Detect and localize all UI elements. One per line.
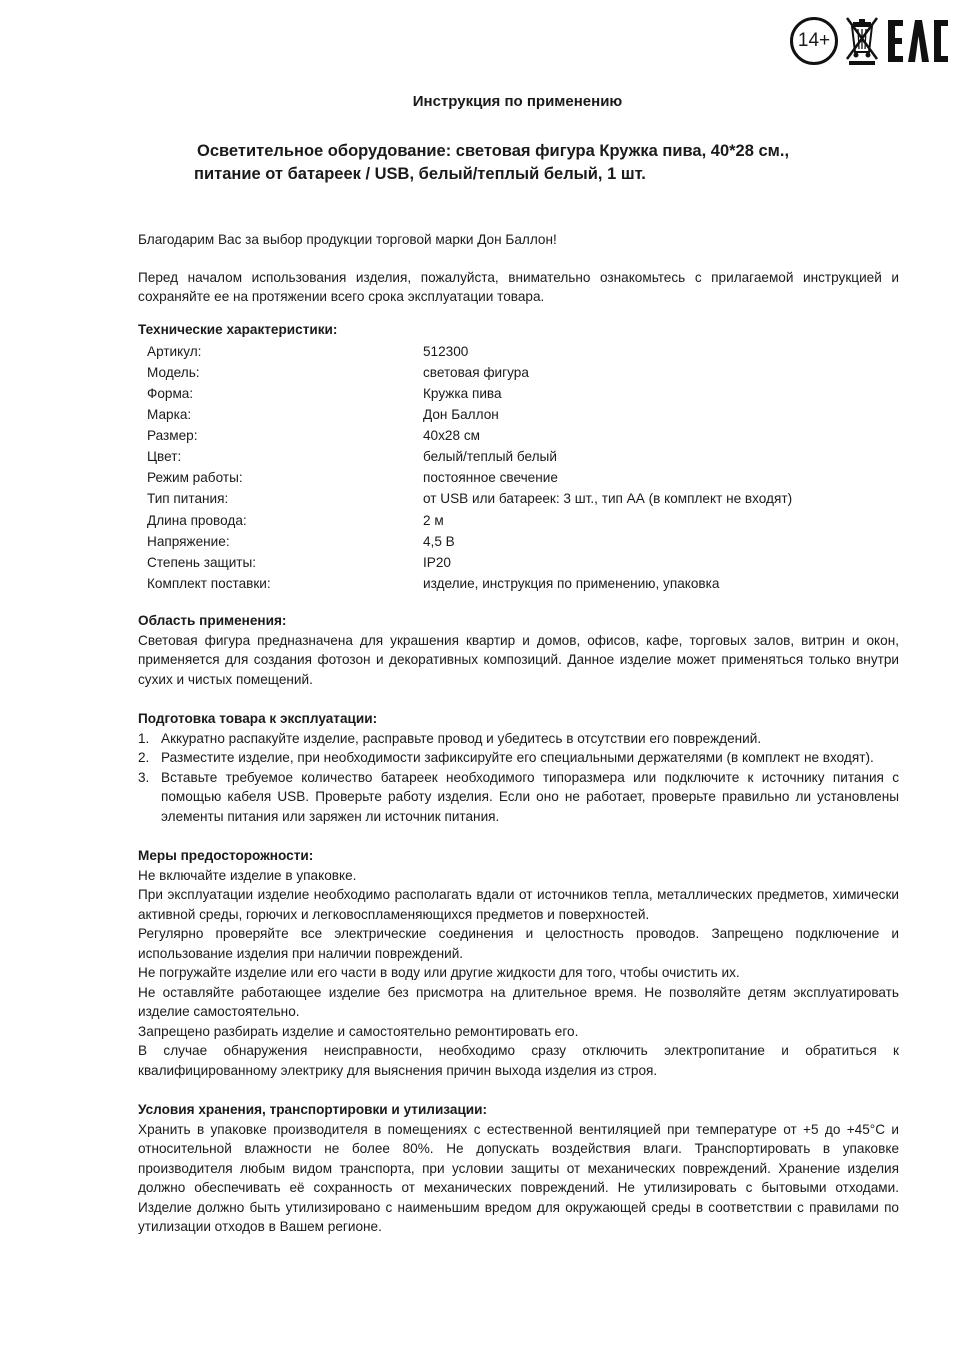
- document-body: [138, 230, 899, 1237]
- spec-value: 4,5 В: [423, 533, 455, 549]
- spec-key: Режим работы:: [147, 470, 243, 486]
- spec-value: белый/теплый белый: [423, 449, 557, 465]
- spec-value: изделие, инструкция по применению, упаковка: [423, 575, 720, 591]
- spec-row: [147, 552, 792, 573]
- crossed-bin-icon: [844, 15, 880, 67]
- spec-key: Марка:: [147, 407, 192, 423]
- spec-value: от USB или батареек: 3 шт., тип АА (в комплект не входят): [423, 491, 793, 507]
- specs-table: [147, 341, 792, 594]
- list-item: [138, 729, 899, 749]
- list-number: 3.: [138, 769, 150, 785]
- safety-line: В случае обнаружения неисправности, необходимо сразу отключить электропитание и обратиться к квалифицированному электрику для выяснения причин выхода изделия из строя.: [138, 1043, 899, 1078]
- spec-value: постоянное свечение: [423, 470, 558, 486]
- spec-value: 2 м: [423, 512, 444, 528]
- list-number: 1.: [138, 730, 150, 746]
- spec-value: 512300: [423, 343, 469, 359]
- spec-key: Степень защиты:: [147, 554, 257, 570]
- spec-value: световая фигура: [423, 364, 529, 380]
- safety-line: При эксплуатации изделие необходимо располагать вдали от источников тепла, металлических предметов, химически активной среды, горючих и легковоспламеняющихся предметов и поверхностей.: [138, 887, 899, 922]
- spec-row: [147, 468, 792, 489]
- list-text: Аккуратно распакуйте изделие, расправьте провод и убедитесь в отсутствии его повреждений.: [161, 730, 762, 746]
- spec-value: Дон Баллон: [423, 407, 499, 423]
- thanks-paragraph: Благодарим Вас за выбор продукции торговой марки Дон Баллон!: [138, 232, 557, 247]
- safety-line: Не погружайте изделие или его части в воду или другие жидкости для того, чтобы очистить их.: [138, 965, 740, 981]
- eac-logo: [886, 16, 950, 66]
- spec-row: [147, 404, 792, 425]
- spec-key: Артикул:: [147, 343, 202, 359]
- spec-value: Кружка пива: [423, 385, 502, 401]
- product-line-2: питание от батареек / USB, белый/теплый белый, 1 шт.: [194, 165, 646, 183]
- spec-row: [147, 341, 792, 362]
- spec-key: Размер:: [147, 428, 198, 444]
- safety-line: Запрещено разбирать изделие и самостоятельно ремонтировать его.: [138, 1023, 579, 1039]
- spec-row: [147, 573, 792, 594]
- list-text: Разместите изделие, при необходимости зафиксируйте его специальными держателями (в комплект не входят).: [161, 750, 874, 766]
- list-item: [138, 768, 899, 827]
- spec-row: [147, 362, 792, 383]
- spec-value: 40x28 см: [423, 428, 480, 444]
- spec-row: [147, 531, 792, 552]
- product-description: [194, 140, 789, 186]
- read-instructions-paragraph: Перед началом использования изделия, пожалуйста, внимательно ознакомьтесь с прилагаемой инструкцией и сохраняйте ее на протяжении всего срока эксплуатации товара.: [138, 269, 899, 304]
- spec-key: Модель:: [147, 364, 200, 380]
- safety-heading: Меры предосторожности:: [138, 848, 314, 864]
- product-line-1: Осветительное оборудование: световая фигура Кружка пива, 40*28 см.,: [197, 142, 790, 160]
- usage-heading: Область применения:: [138, 613, 287, 629]
- spec-row: [147, 489, 792, 510]
- spec-row: [147, 425, 792, 446]
- specs-heading: Технические характеристики:: [138, 321, 338, 337]
- spec-key: Напряжение:: [147, 533, 230, 549]
- safety-line: Регулярно проверяйте все электрические соединения и целостность проводов. Запрещено подключение и использование изделия при наличии повреждений.: [138, 926, 899, 961]
- list-number: 2.: [138, 750, 150, 766]
- spec-key: Длина провода:: [147, 512, 247, 528]
- spec-row: [147, 446, 792, 467]
- list-text: Вставьте требуемое количество батареек необходимого типоразмера или подключите к источнику питания с помощью кабеля USB. Проверьте работу изделия. Если оно не работает, проверьте правильно ли установлены элементы питания или заряжен ли источник питания.: [161, 769, 899, 824]
- storage-text: Хранить в упаковке производителя в помещениях с естественной вентиляцией при температуре от +5 до +45°С и относительной влажности не более 80%. Не допускать воздействия влаги. Транспортировать в упаковке производителя любым видом транспорта, при условии защиты от механических повреждений. Хранение изделия должно обеспечивать её сохранность от механических повреждений. Не утилизировать с бытовыми отходами. Изделие должно быть утилизировано с наименьшим вредом для окружающей среды в соответствии с правилами по утилизации отходов в Вашем регионе.: [138, 1121, 899, 1235]
- prep-heading: Подготовка товара к эксплуатации:: [138, 711, 378, 727]
- document-title: Инструкция по применению: [412, 93, 623, 110]
- certification-marks: [790, 12, 950, 70]
- spec-key: Форма:: [147, 385, 194, 401]
- age-rating-badge: 14+: [790, 17, 838, 65]
- safety-line: Не оставляйте работающее изделие без присмотра на длительное время. Не позволяйте детям эксплуатировать изделие самостоятельно.: [138, 984, 899, 1020]
- spec-row: [147, 510, 792, 531]
- prep-list: [138, 729, 899, 827]
- spec-row: [147, 383, 792, 404]
- spec-key: Тип питания:: [147, 491, 229, 507]
- usage-text: Световая фигура предназначена для украшения квартир и домов, офисов, кафе, торговых залов, витрин и окон, применяется для создания фотозон и декоративных композиций. Данное изделие может применяться только внутри сухих и чистых помещений.: [138, 632, 899, 687]
- spec-key: Цвет:: [147, 449, 182, 465]
- spec-value: IP20: [423, 554, 451, 570]
- safety-line: Не включайте изделие в упаковке.: [138, 867, 357, 883]
- spec-key: Комплект поставки:: [147, 575, 271, 591]
- storage-heading: Условия хранения, транспортировки и утилизации:: [138, 1102, 488, 1118]
- list-item: [138, 748, 899, 768]
